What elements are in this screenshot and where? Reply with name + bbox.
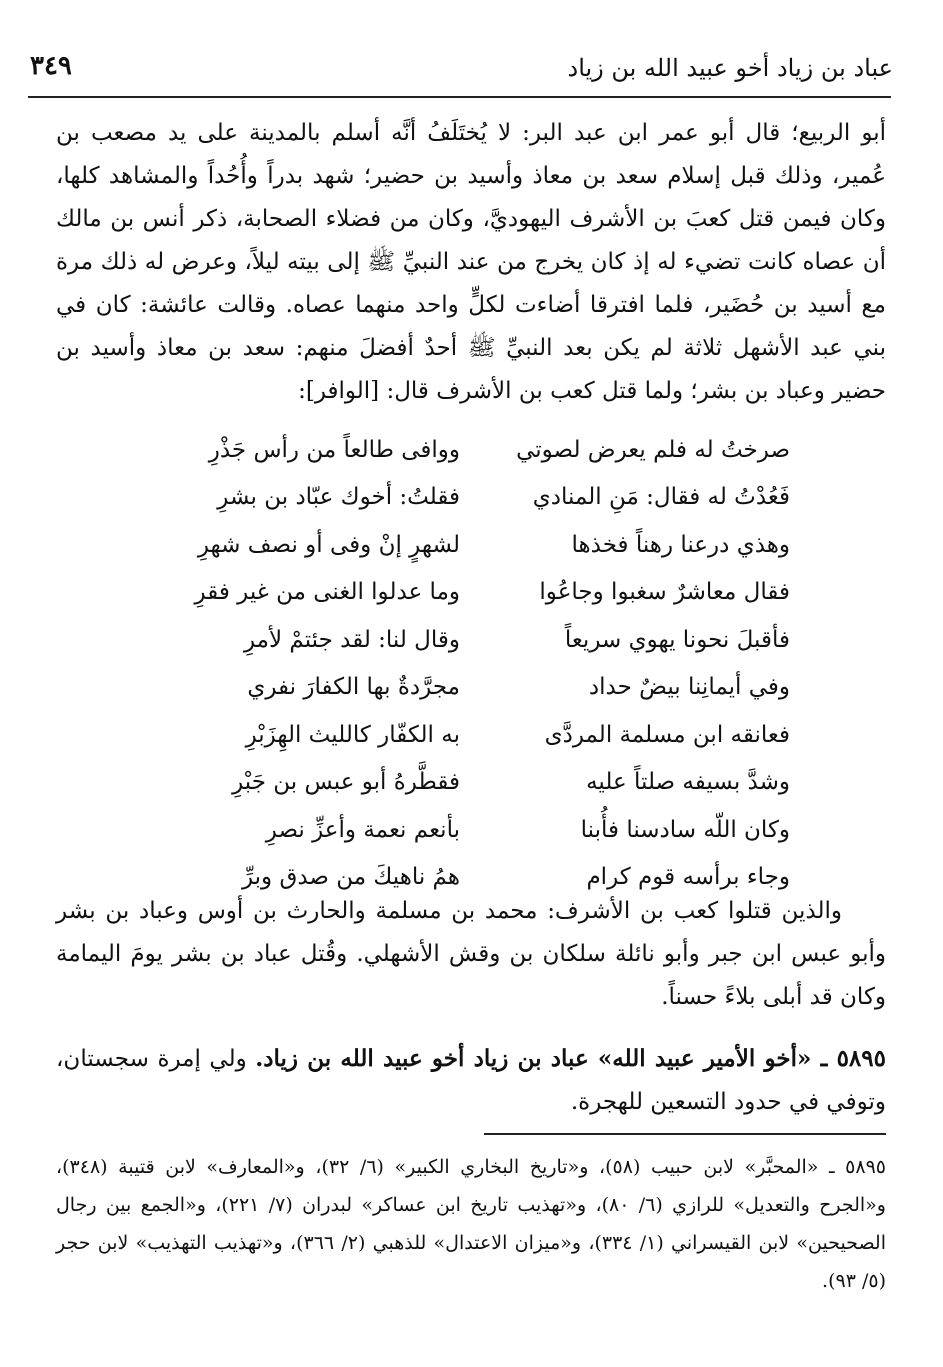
footnote: ٥٨٩٥ ـ «المحبَّر» لابن حبيب (٥٨)، و«تاريخ البخاري الكبير» (٦/ ٣٢)، و«المعارف» لابن قتيبة (٣٤٨)، و«الجرح والتعديل» للرازي (٦/ ٨٠)، و«تهذيب تاريخ ابن عساكر» لبدران (٧/ ٢٢١)، و«الجمع بين رجال الصحيحين» لابن القيسراني (١/ ٣٣٤)، و«ميزان الاعتدال» للذهبي (٢/ ٣٦٦)، و«تهذيب التهذيب» لابن حجر (٥/ ٩٣). <box>56 1156 886 1292</box>
verse-first-hemistich: وشدَّ بسيفه صلتاً عليه <box>586 769 790 796</box>
verse-second-hemistich: لشهرٍ إنْ وفى أو نصف شهرِ <box>197 531 460 558</box>
running-head <box>30 48 893 88</box>
verse-line <box>150 806 790 854</box>
page-number: ٣٤٩ <box>30 51 72 81</box>
verse-line <box>150 664 790 712</box>
verse-line <box>150 569 790 617</box>
verse-second-hemistich: ووافى طالعاً من رأس جَذْرِ <box>208 436 460 463</box>
verse-line <box>150 759 790 807</box>
verse-first-hemistich: فقال معاشرٌ سغبوا وجاعُوا <box>539 579 790 606</box>
after-poem-text: والذين قتلوا كعب بن الأشرف: محمد بن مسلمة والحارث بن أوس وعباد بن بشر وأبو عبس ابن جبر وأبو نائلة سلكان بن وقش الأشهلي. وقُتل عباد بن بشر يومَ اليمامة وكان قد أبلى بلاءً حسناً. <box>56 898 886 1010</box>
verse-line <box>150 521 790 569</box>
intro-paragraph: أبو الربيع؛ قال أبو عمر ابن عبد البر: لا يُختَلَفُ أنَّه أسلم بالمدينة على يد مصعب بن عُمير، وذلك قبل إسلام سعد بن معاذ وأسيد بن حضير؛ شهد بدراً وأُحُداً والمشاهد كلها، وكان فيمن قتل كعبَ بن الأشرف اليهوديَّ، وكان من فضلاء الصحابة، ذكر أنس بن مالك أن عصاه كانت تضيء له إذ كان يخرج من عند النبيِّ ﷺ إلى بيته ليلاً، وعرض له ذلك مرة مع أسيد بن حُضَير، فلما افترقا أضاءت لكلٍّ واحد منهما عصاه. وقالت عائشة: كان في بني عبد الأشهل ثلاثة لم يكن بعد النبيِّ ﷺ أحدٌ أفضلَ منهم: سعد بن معاذ وأسيد بن حضير وعباد بن بشر؛ ولما قتل كعب بن الأشرف قال: [الوافر]: <box>56 120 886 404</box>
verse-second-hemistich: مجرَّدةٌ بها الكفارَ نفري <box>247 674 460 701</box>
verse-line <box>150 426 790 474</box>
verse-second-hemistich: به الكفّار كالليث الهِزَبْرِ <box>245 721 460 748</box>
verse-first-hemistich: وجاء برأسه قوم كرام <box>586 864 790 891</box>
verse-first-hemistich: وفي أيمانِنا بيضٌ حداد <box>588 674 790 701</box>
verse-second-hemistich: فقلتُ: أخوك عبّاد بن بشرِ <box>217 484 460 511</box>
poem <box>150 426 790 901</box>
entry-heading: ٥٨٩٥ ـ «أخو الأمير عبيد الله» عباد بن زياد أخو عبيد الله بن زياد. <box>255 1045 886 1072</box>
verse-first-hemistich: فأقبلَ نحونا يهوي سريعاً <box>564 626 790 653</box>
verse-second-hemistich: همُ ناهيكَ من صدق وبرِّ <box>241 864 460 891</box>
verse-second-hemistich: وما عدلوا الغنى من غير فقرِ <box>194 579 460 606</box>
verse-first-hemistich: فَعُدْتُ له فقال: مَنِ المنادي <box>532 484 790 511</box>
verse-first-hemistich: وكان اللّه سادسنا فأُبنا <box>580 816 790 843</box>
verse-line <box>150 616 790 664</box>
after-poem-paragraph <box>56 890 886 1019</box>
verse-first-hemistich: وهذي درعنا رهناً فخذها <box>571 531 790 558</box>
entry-text: ولي إمرة سجستان، وتوفي في حدود التسعين للهجرة. <box>56 1046 886 1115</box>
verse-first-hemistich: فعانقه ابن مسلمة المردَّى <box>544 721 790 748</box>
header-rule <box>28 96 891 98</box>
verse-second-hemistich: فقطَّرهُ أبو عبس بن جَبْرِ <box>232 769 460 796</box>
footnote-rule <box>484 1133 886 1135</box>
verse-line <box>150 711 790 759</box>
running-title: عباد بن زياد أخو عبيد الله بن زياد <box>567 54 893 82</box>
biography-entry <box>56 1037 886 1124</box>
verse-second-hemistich: بأنعم نعمة وأعزِّ نصرِ <box>265 816 460 843</box>
verse-line <box>150 474 790 522</box>
verse-second-hemistich: وقال لنا: لقد جئتمْ لأمرِ <box>243 626 460 653</box>
verse-first-hemistich: صرختُ له فلم يعرض لصوتي <box>516 436 790 463</box>
